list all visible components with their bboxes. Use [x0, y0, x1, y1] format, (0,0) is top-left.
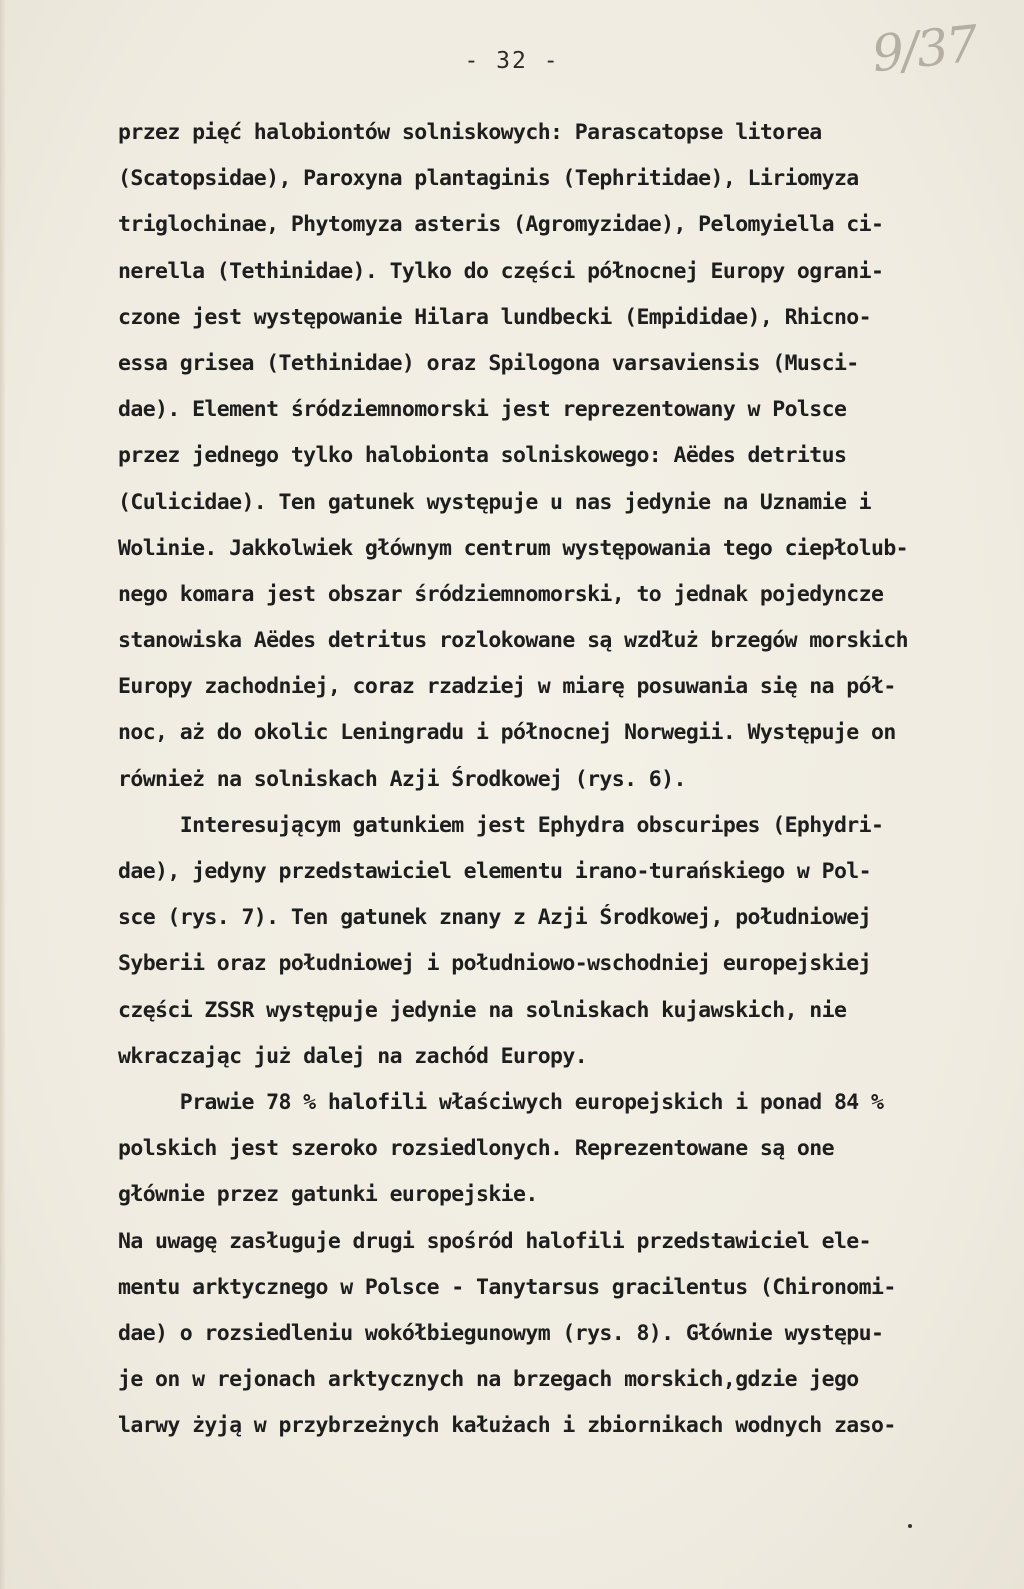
text-line: części ZSSR występuje jedynie na solniskach kujawskich, nie	[118, 997, 847, 1023]
text-line: Prawie 78 % halofili właściwych europejskich i ponad 84 %	[118, 1089, 884, 1115]
text-line: Wolinie. Jakkolwiek głównym centrum występowania tego ciepłolub-	[118, 535, 909, 561]
text-line: głównie przez gatunki europejskie.	[118, 1182, 538, 1208]
text-line: larwy żyją w przybrzeżnych kałużach i zbiornikach wodnych zaso-	[118, 1413, 896, 1439]
text-line: dae), jedyny przedstawiciel elementu irano-turańskiego w Pol-	[118, 859, 871, 884]
text-line: (Culicidae). Ten gatunek występuje u nas jedynie na Uznamie i	[118, 489, 871, 515]
text-line: je on w rejonach arktycznych na brzegach morskich,gdzie jego	[118, 1367, 859, 1393]
text-line: sce (rys. 7). Ten gatunek znany z Azji Środkowej, południowej	[118, 905, 871, 931]
page-edge-shadow	[0, 0, 6, 1589]
text-line: stanowiska Aëdes detritus rozlokowane są wzdłuż brzegów morskich	[118, 628, 909, 654]
ink-speck	[908, 1524, 912, 1528]
body-text	[118, 116, 1008, 1455]
text-line: czone jest występowanie Hilara lundbecki (Empididae), Rhicno-	[118, 304, 871, 330]
text-line: dae) o rozsiedleniu wokółbiegunowym (rys. 8). Głównie występu-	[118, 1320, 884, 1346]
text-line: essa grisea (Tethinidae) oraz Spilogona varsaviensis (Musci-	[118, 350, 859, 376]
text-line: Europy zachodniej, coraz rzadziej w miarę posuwania się na pół-	[118, 674, 896, 700]
text-line: noc, aż do okolic Leningradu i północnej Norwegii. Występuje on	[118, 720, 896, 746]
text-line: nego komara jest obszar śródziemnomorski, to jednak pojedyncze	[118, 581, 884, 607]
page-number: - 32 -	[464, 48, 560, 74]
text-line: triglochinae, Phytomyza asteris (Agromyzidae), Pelomyiella ci-	[118, 212, 884, 238]
text-line: przez jednego tylko halobionta solniskowego: Aëdes detritus	[118, 443, 847, 469]
text-line: przez pięć halobiontów solniskowych: Parascatopse litorea	[118, 120, 822, 145]
text-line: dae). Element śródziemnomorski jest reprezentowany w Polsce	[118, 397, 847, 423]
text-line: polskich jest szeroko rozsiedlonych. Reprezentowane są one	[118, 1136, 834, 1162]
text-line: również na solniskach Azji Środkowej (rys. 6).	[118, 766, 686, 792]
handwritten-archive-mark: 9/37	[869, 14, 980, 84]
text-line: mentu arktycznego w Polsce - Tanytarsus gracilentus (Chironomi-	[118, 1274, 896, 1300]
text-line: nerella (Tethinidae). Tylko do części północnej Europy ograni-	[118, 258, 884, 284]
text-line: Syberii oraz południowej i południowo-wschodniej europejskiej	[118, 951, 871, 977]
text-line: (Scatopsidae), Paroxyna plantaginis (Tephritidae), Liriomyza	[118, 166, 859, 192]
text-line: Interesującym gatunkiem jest Ephydra obscuripes (Ephydri-	[118, 812, 884, 838]
text-line: Na uwagę zasługuje drugi spośród halofili przedstawiciel ele-	[118, 1228, 871, 1254]
text-line: wkraczając już dalej na zachód Europy.	[118, 1043, 588, 1069]
